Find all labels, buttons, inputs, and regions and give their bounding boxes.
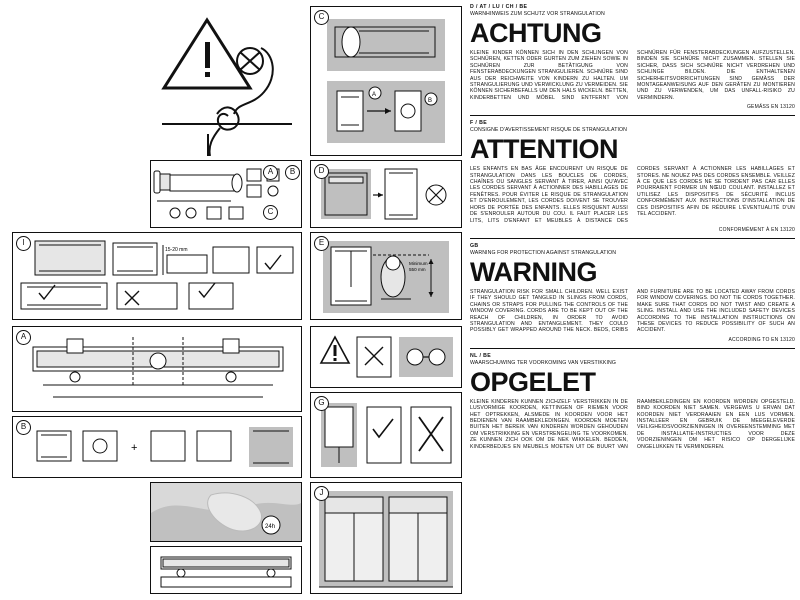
- divider-2: [470, 238, 795, 239]
- chain-safety-drawing: [311, 393, 461, 477]
- body-de: KLEINE KINDER KÖNNEN SICH IN DEN SCHLINGEN VON SCHNÜREN, KETTEN ODER GURTEN ZUM ZIEHEN SOWIE IN SCHNÜREN ZUR BETÄTIGUNG VON FENSTERABDECKUNGEN STRANGULIEREN. SCHNÜRE SIND AUS DER REICHWEITE VON KINDERN ZU HALTEN. UM STRANGULIERUNG UND VERWICKLUNG ZU VERMEIDEN. SIE KÖNNEN SICHERBEFALLS UM DEN HALS WICKELN. BETTEN, KINDERBETTEN UND MÖBEL SIND ENTFERNT VON SCHNÜREN FÜR FENSTERABDECKUNGEN AUFZUSTELLEN. BINDEN SIE SCHNÜRE NICHT ZUSAMMEN. STELLEN SIE SICHER, DASS SICH SCHNÜRE NICHT VERDREHEN UND SCHLINGE BILDEN. DIE ENTHALTENEN SICHERHEITSVORRICHTUNGEN SIND GEMÄSS DER MONTAGEANWEISUNG AUF DEN GERÄTEN ZU MONTIEREN UND ZU VERWENDEN, UM DAS UNFALL-RISIKO ZU VERMINDERN.: [470, 50, 795, 101]
- minimum-distance-drawing: [311, 233, 461, 319]
- norm-gb: ACCORDING TO EN 13120: [728, 336, 795, 343]
- strangulation-pictogram: [12, 6, 302, 156]
- body-nl: KLEINE KINDEREN KUNNEN ZICHZELF VERSTRIKKEN IN DE LUSVORMIGE KOORDEN, KETTINGEN OF RIEMEN VOOR HET OPTREKKEN, ALSMEDE IN KOORDEN VOOR HET BEDIENEN VAN RAAMBEKLEDINGEN. KOORDEN MOETEN BUITEN HET BEREIK VAN KINDEREN WORDEN GEHOUDEN OM VERSTRIKKING EN VERSTRENGELING TE VOORKOMEN. ZE KUNNEN ZICH OOK OM DE NEK WIKKELEN. BEDDEN, KINDERBEDJES EN MEUBELS MOETEN UIT DE BUURT VAN RAAMBEKLEDINGEN EN KOORDEN WORDEN OPGESTELD. BIND KOORDEN NIET SAMEN. VERGEWIS U ERVAN DAT KOORDEN NIET VERDRAAIEN EN EEN LUS VORMEN. INSTALLEER EN GEBRUIK DE MEEGELEVERDE VEILIGHEIDSVOORZIENINGEN IN OVEREENSTEMMING MET DE INSTALLATIE-INSTRUCTIES VOOR DEZE VOORZIENINGEN OM HET RISICO OP DERGELIJKE ONGELUKKEN TE VERMINDEREN.: [470, 398, 795, 450]
- measure-and-check-drawing: [13, 233, 301, 319]
- panel-hand-photo: [150, 482, 302, 542]
- install-steps-drawing: [311, 7, 461, 155]
- text-block-gb: [470, 243, 795, 349]
- svg-text:A: A: [372, 92, 377, 98]
- bracket-detail-drawing: [13, 417, 301, 477]
- subhead-fr: CONSIGNE D'AVERTISSEMENT RISQUE DE STRANGULATION: [470, 127, 628, 134]
- panel-measure-check: [12, 232, 302, 320]
- badge-b-2: B: [16, 420, 31, 435]
- divider-1: [470, 115, 795, 116]
- parts-overview-panel: [150, 160, 302, 228]
- panel-bracket-mounting: [12, 326, 302, 412]
- text-block-de: [470, 4, 795, 116]
- badge-d: D: [314, 164, 329, 179]
- norm-de: GEMÄSS EN 13120: [746, 104, 795, 111]
- panel-final-assembly: [150, 546, 302, 594]
- panel-d-blind: [310, 160, 462, 228]
- svg-text:Minimum: Minimum: [409, 261, 428, 266]
- text-block-fr: [470, 120, 795, 239]
- panel-bracket-detail: [12, 416, 302, 478]
- badge-e: E: [314, 236, 329, 251]
- bracket-mounting-drawing: [13, 327, 301, 411]
- subhead-de: WARNHINWEIS ZUM SCHUTZ VOR STRANGULATION: [470, 11, 605, 17]
- window-overview-drawing: [311, 483, 461, 593]
- badge-c: C: [263, 205, 278, 220]
- svg-text:550 mm: 550 mm: [409, 267, 426, 272]
- badge-i: I: [16, 236, 31, 251]
- lang-line-fr: F / BE: [470, 120, 488, 127]
- headline-gb: WARNING: [470, 256, 597, 287]
- divider-3: [470, 348, 795, 349]
- text-block-nl: [470, 353, 795, 450]
- svg-text:+: +: [131, 442, 138, 454]
- warning-symbols-drawing: [311, 327, 461, 387]
- headline-fr: ATTENTION: [470, 134, 618, 165]
- parts-overview-drawing: [151, 161, 301, 227]
- norm-fr: CONFORMÉMENT À EN 13120: [718, 226, 795, 233]
- badge-c-2: C: [314, 10, 329, 25]
- svg-text:24h: 24h: [265, 524, 276, 530]
- subhead-gb: WARNING FOR PROTECTION AGAINST STRANGULATION: [470, 249, 617, 256]
- svg-text:15-20 mm: 15-20 mm: [165, 247, 188, 253]
- headline-de: ACHTUNG: [470, 18, 602, 48]
- blind-on-window-drawing: [311, 161, 461, 227]
- warning-pictogram-panel: [12, 6, 302, 156]
- badge-a-2: A: [16, 330, 31, 345]
- lang-line-de: D / AT / LU / CH / BE: [470, 4, 528, 10]
- hand-installing-photo: [151, 483, 301, 541]
- badge-a: A: [263, 165, 278, 180]
- badge-b: B: [285, 165, 300, 180]
- lang-line-nl: NL / BE: [470, 352, 492, 359]
- panel-e-distance: [310, 232, 462, 320]
- svg-text:B: B: [428, 98, 433, 104]
- panel-j-window-overview: [310, 482, 462, 594]
- final-assembly-drawing: [151, 547, 301, 593]
- headline-nl: OPGELET: [470, 366, 596, 397]
- panel-f-warning-symbols: [310, 326, 462, 388]
- badge-g: G: [314, 396, 329, 411]
- panel-g-chain-safety: [310, 392, 462, 478]
- body-fr: LES ENFANTS EN BAS ÂGE ENCOURENT UN RISQUE DE STRANGULATION DANS LES BOUCLES DE CORDES, CHAÎNES OU SANGLES SERVANT À TIRER, AINSI QU'AVEC LES CORDES SERVANT À ACTIONNER DES HABILLAGES DE FENÊTRES. POUR ÉVITER LE RISQUE DE STRANGULATION ET D'ENROULEMENT, LES CORDES DOIVENT SE TROUVER HORS DE PORTÉE DES ENFANTS. ELLES RISQUENT AUSSI DE S'ENROULER AUTOUR DU COU. IL FAUT PLACER LES LITS, LITS D'ENFANT ET MEUBLES À DISTANCE DES CORDES SERVANT À ACTIONNER LES HABILLAGES ET STORES. NE NOUEZ PAS DES CORDES ENSEMBLE. VEILLEZ À CE QUE LES CORDES NE SE TORDENT PAS CAR ELLES POURRAIENT FORMER UN NŒUD COULANT. INSTALLEZ ET UTILISEZ LES DISPOSITIFS DE SÉCURITÉ INCLUS CONFORMÉMENT AUX INSTRUCTIONS D'INSTALLATION DE CES DISPOSITIFS AFIN DE RÉDUIRE L'ÉVENTUALITÉ D'UN TEL ACCIDENT.: [470, 166, 795, 224]
- badge-j: J: [314, 486, 329, 501]
- text-column: [470, 4, 795, 450]
- lang-line-gb: GB: [470, 242, 479, 249]
- body-gb: STRANGULATION RISK FOR SMALL CHILDREN. WELL EXIST IF THEY SHOULD GET TANGLED IN SLINGS FROM CORDS, CHAINS OR STRAPS FOR PULLING THE CONTROLS OF THE WINDOW COVERING. CORDS ARE TO BE KEPT OUT OF THE REACH OF CHILDREN, IN ORDER TO AVOID STRANGULATION AND ENTANGLEMENT. THEY COULD POSSIBLY GET WRAPPED AROUND THE NECK. BEDS, CRIBS AND FURNITURE ARE TO BE LOCATED AWAY FROM CORDS FOR WINDOW COVERINGS. DO NOT TIE CORDS TOGETHER. MAKE SURE THAT CORDS DO NOT TWIST AND CREATE A SLING. INSTALL AND USE THE INCLUDED SAFETY DEVICES ACCORDING TO THE INSTALLATION INSTRUCTIONS ON THESE DEVICES TO REDUCE POSSIBILITY OF SUCH AN ACCIDENT.: [470, 288, 795, 334]
- subhead-nl: WAARSCHUWING TER VOORKOMING VAN VERSTIKKING: [470, 359, 617, 366]
- panel-c-install: [310, 6, 462, 156]
